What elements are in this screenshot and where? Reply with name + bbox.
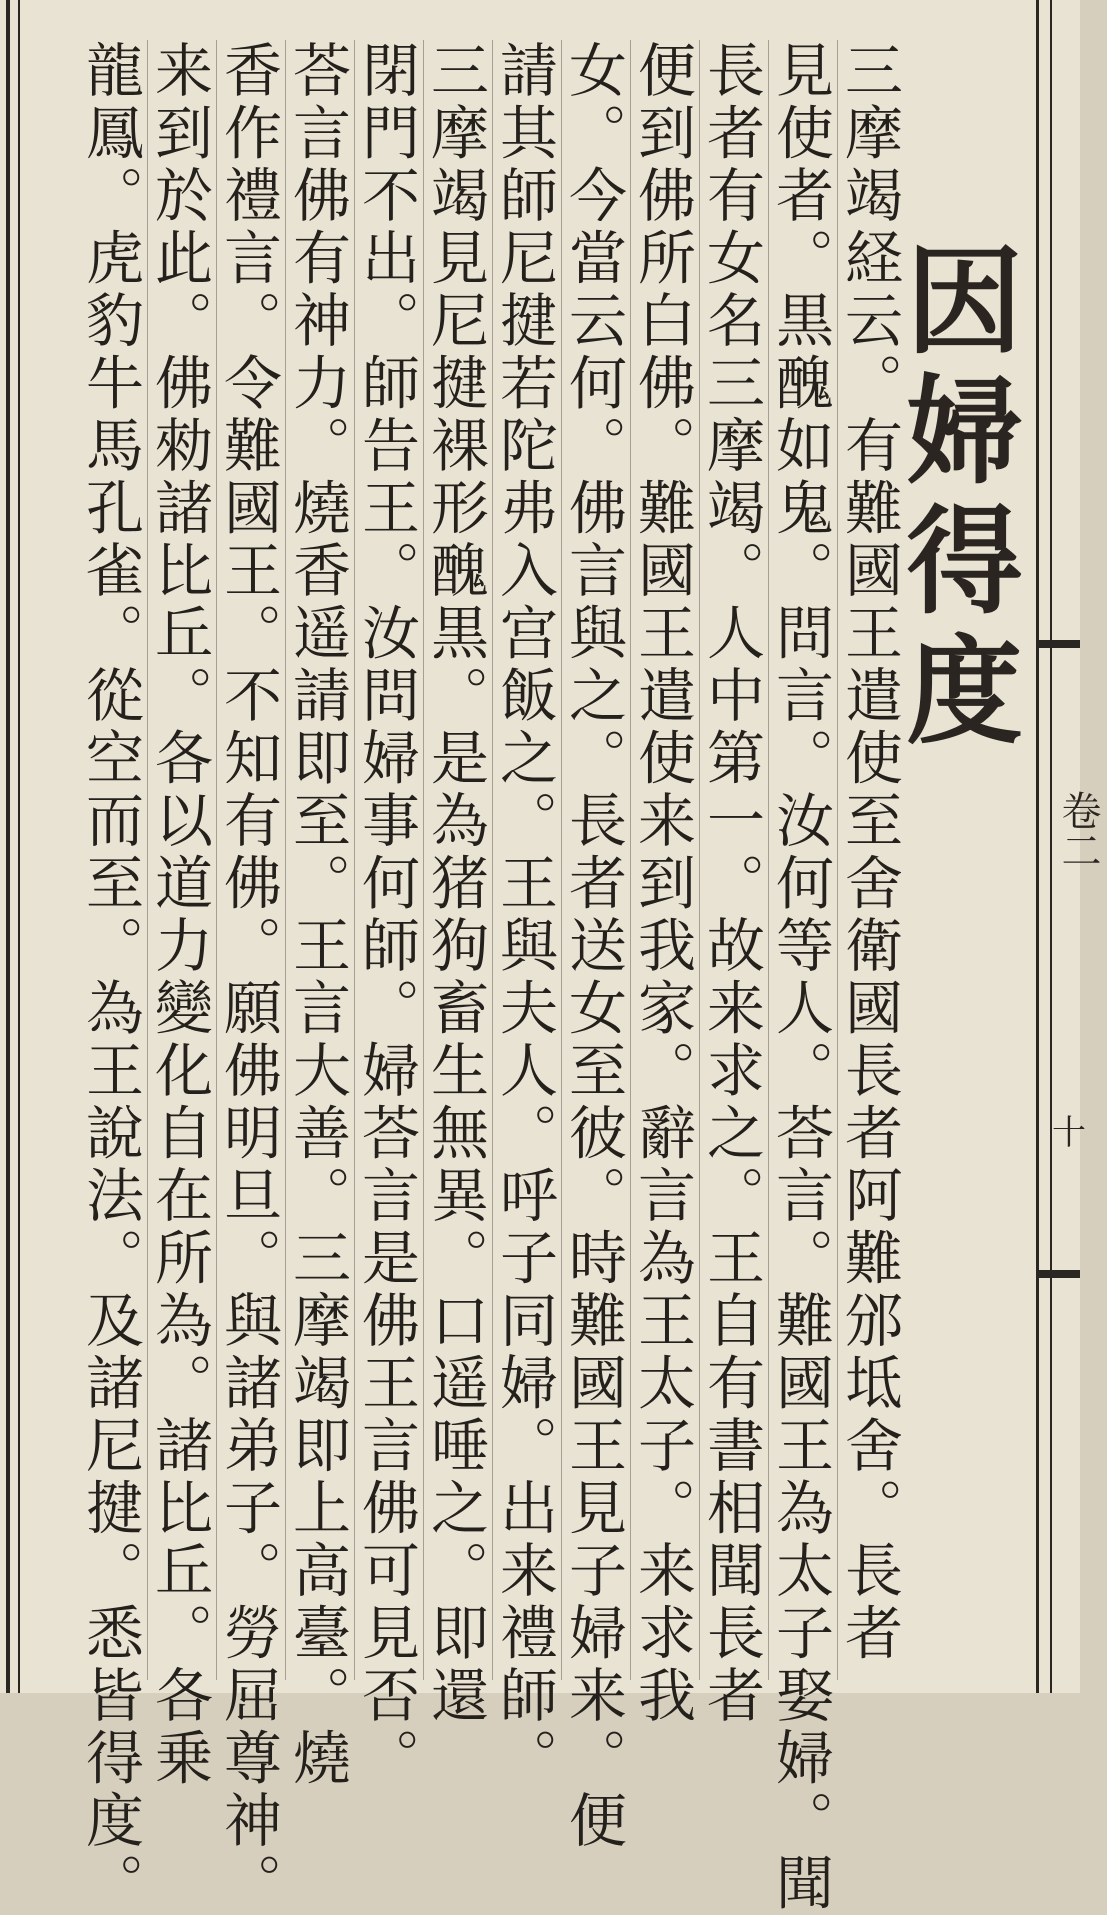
left-border-rule-inner [18,0,20,1693]
text-column-4: 便到佛所白佛。難國王遣使来到我家。辭言為王太子。来求我 [628,40,696,1728]
text-column-9: 荅言佛有神力。燒香遥請即至。王言大善。三摩竭即上高臺。燒 [283,40,351,1790]
text-column-2: 見使者。黒醜如鬼。問言。汝何等人。荅言。難國王為太子娶婦。聞 [766,40,834,1915]
text-column-5: 女。今當云何。佛言與之。長者送女至彼。時難國王見子婦来。便 [559,40,627,1853]
text-column-6: 請其師尼揵若陀弗入宫飯之。王與夫人。呼子同婦。出来禮師。 [490,40,558,1790]
fold-mark [1036,1270,1080,1278]
text-column-7: 三摩竭見尼揵裸形醜黒。是為猪狗畜生無異。口遥唾之。即還 [421,40,489,1728]
text-column-1: 三摩竭経云。有難國王遣使至舍衛國長者阿難邠坻舍。長者 [837,40,900,1680]
margin-rule [1036,0,1039,1693]
body-text [26,40,903,1915]
text-column-12: 龍鳳。虎豹牛馬孔雀。從空而至。為王說法。及諸尼揵。悉皆得度。 [76,40,144,1915]
page-title: 因婦得度 [887,240,1023,760]
text-column-8: 閉門不出。師告王。汝問婦事何師。婦荅言是佛王言佛可見否。 [352,40,420,1790]
page-number: 十 [1052,1113,1086,1153]
left-border-rule [6,0,10,1693]
fold-mark [1036,640,1080,648]
volume-label: 卷二 [1055,790,1101,870]
text-column-3: 長者有女名三摩竭。人中第一。故来求之。王自有書相聞長者 [697,40,765,1728]
text-column-11: 来到於此。佛勑諸比丘。各以道力變化自在所為。諸比丘。各乗 [145,40,213,1790]
text-column-10: 香作禮言。令難國王。不知有佛。願佛明旦。與諸弟子。勞屈尊神。 [214,40,282,1915]
